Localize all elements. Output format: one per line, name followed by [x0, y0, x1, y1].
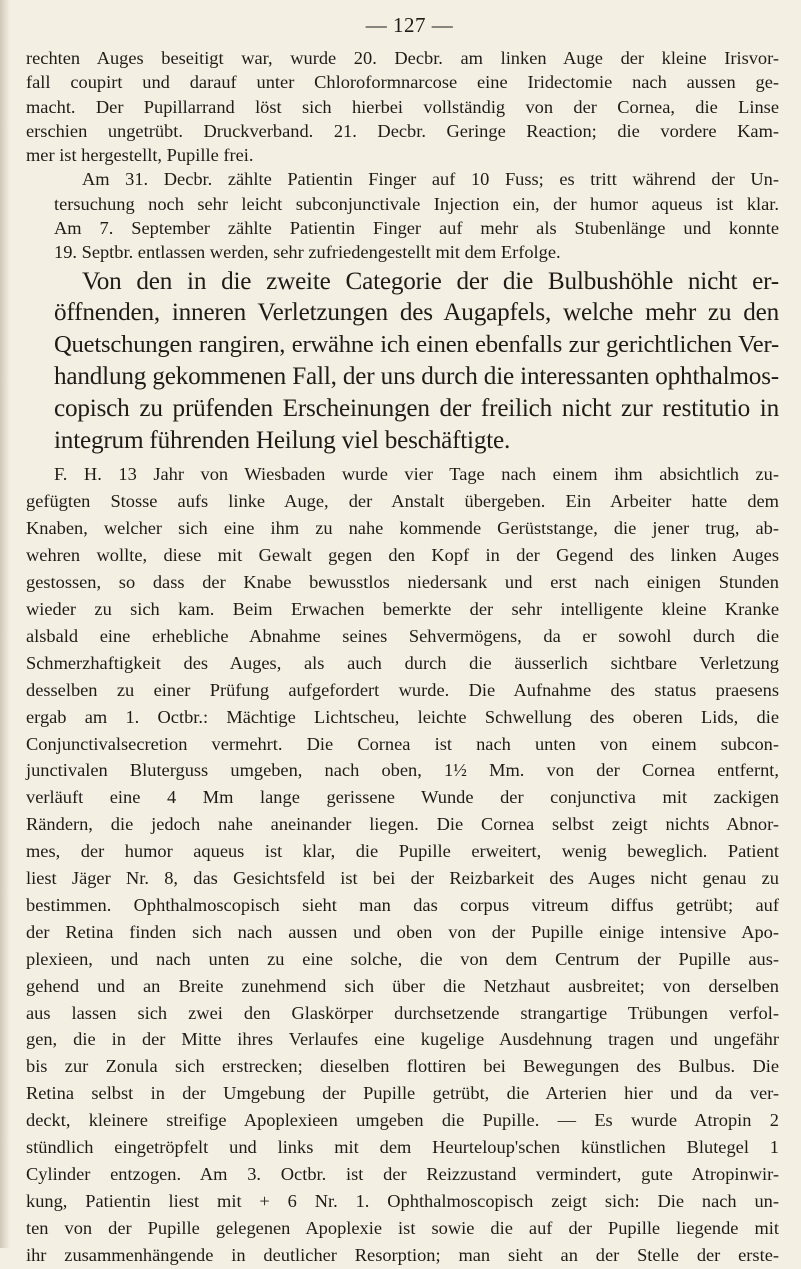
- paragraph-4: [26, 461, 779, 1268]
- text-line: Rändern, die jedoch nahe aneinander liegen. Die Cornea selbst zeigt nichts Abnor-: [26, 814, 779, 835]
- text-line: Am 7. September zählte Patientin Finger auf mehr als Stubenlänge und konnte: [54, 218, 779, 239]
- text-line: 19. Septbr. entlassen werden, sehr zufriedengestellt mit dem Erfolge.: [54, 242, 561, 263]
- text-line: F. H. 13 Jahr von Wiesbaden wurde vier Tage nach einem ihm absichtlich zu-: [54, 464, 779, 485]
- text-line: ihr zusammenhängende in deutlicher Resorption; man sieht an der Stelle der erste-: [26, 1244, 779, 1265]
- text-line: der Retina finden sich nach aussen und oben von der Pupille einige intensive Apo-: [26, 921, 779, 942]
- text-line: alsbald eine erhebliche Abnahme seines Sehvermögens, da er sowohl durch die: [26, 625, 779, 646]
- page-number: — 127 —: [365, 13, 454, 37]
- text-line: öffnenden, inneren Verletzungen des Augapfels, welche mehr zu den: [54, 299, 779, 327]
- text-line: junctivalen Bluterguss umgeben, nach oben, 1½ Mm. von der Cornea entfernt,: [26, 760, 779, 781]
- text-line: ten von der Pupille gelegenen Apoplexie ist sowie die auf der Pupille liegende mit: [26, 1217, 779, 1238]
- text-line: liest Jäger Nr. 8, das Gesichtsfeld ist bei der Reizbarkeit des Auges nicht genau zu: [26, 868, 779, 889]
- page-gutter-shadow: [0, 0, 10, 1248]
- paragraph-1: [26, 46, 779, 167]
- text-line: Cylinder entzogen. Am 3. Octbr. ist der Reizzustand vermindert, gute Atropinwir-: [26, 1164, 779, 1185]
- text-line: tersuchung noch sehr leicht subconjunctivale Injection ein, der humor aqueus ist klar.: [54, 193, 779, 214]
- text-line: rechten Auges beseitigt war, wurde 20. Decbr. am linken Auge der kleine Irisvor-: [26, 48, 779, 68]
- text-line: kung, Patientin liest mit + 6 Nr. 1. Ophthalmoscopisch zeigt sich: Die nach un-: [26, 1190, 779, 1211]
- text-line: erschien ungetrübt. Druckverband. 21. Decbr. Geringe Reaction; die vordere Kam-: [26, 120, 779, 141]
- text-line: Schmerzhaftigkeit des Auges, als auch durch die äusserlich sichtbare Verletzung: [26, 652, 779, 673]
- text-line: gen, die in der Mitte ihres Verlaufes eine kugelige Ausdehnung tragen und ungefähr: [26, 1029, 779, 1050]
- text-line: Quetschungen rangiren, erwähne ich einen ebenfalls zur gerichtlichen Ver-: [54, 331, 779, 359]
- text-line: Retina selbst in der Umgebung der Pupille getrübt, die Arterien hier und da ver-: [26, 1083, 779, 1104]
- text-line: macht. Der Pupillarrand löst sich hierbei vollständig von der Cornea, die Linse: [26, 96, 779, 117]
- text-line: deckt, kleinere streifige Apoplexieen umgeben die Pupille. — Es wurde Atropin 2: [26, 1110, 779, 1131]
- paragraph-2: [26, 167, 779, 264]
- text-line: Conjunctivalsecretion vermehrt. Die Cornea ist nach unten von einem subcon-: [26, 733, 779, 754]
- text-line: mer ist hergestellt, Pupille frei.: [26, 145, 254, 166]
- text-line: ergab am 1. Octbr.: Mächtige Lichtscheu, leichte Schwellung des oberen Lids, die: [26, 706, 779, 727]
- text-line: Knaben, welcher sich eine ihm zu nahe kommende Gerüststange, die jener trug, ab-: [26, 518, 779, 539]
- text-line: bis zur Zonula sich erstrecken; dieselben flottiren bei Bewegungen des Bulbus. Die: [26, 1056, 779, 1077]
- text-line: gefügten Stosse aufs linke Auge, der Anstalt übergeben. Ein Arbeiter hatte dem: [26, 491, 779, 512]
- text-line: bestimmen. Ophthalmoscopisch sieht man das corpus vitreum diffus getrübt; auf: [26, 894, 779, 915]
- text-line: Am 31. Decbr. zählte Patientin Finger auf 10 Fuss; es tritt während der Un-: [82, 169, 779, 190]
- paragraph-3-large-type: [26, 266, 779, 457]
- text-line: mes, der humor aqueus ist klar, die Pupille erweitert, wenig beweglich. Patient: [26, 841, 779, 862]
- text-line: aus lassen sich zwei den Glaskörper durchsetzende strangartige Trübungen verfol-: [26, 1002, 779, 1023]
- text-line: wehren wollte, diese mit Gewalt gegen den Kopf in der Gegend des linken Auges: [26, 545, 779, 566]
- text-line: gestossen, so dass der Knabe bewusstlos niedersank und erst nach einigen Stunden: [26, 572, 779, 593]
- text-line: plexieen, und nach unten zu eine solche, die von dem Centrum der Pupille aus-: [26, 948, 779, 969]
- text-line: wieder zu sich kam. Beim Erwachen bemerkte der sehr intelligente kleine Kranke: [26, 598, 779, 619]
- text-line: stündlich eingetröpfelt und links mit dem Heurteloup'schen künstlichen Blutegel 1: [26, 1137, 779, 1158]
- text-line: gehend und an Breite zunehmend sich über die Netzhaut ausbreitet; von derselben: [26, 975, 779, 996]
- text-line: verläuft eine 4 Mm lange gerissene Wunde der conjunctiva mit zackigen: [26, 787, 779, 808]
- text-line: Von den in die zweite Categorie der die Bulbushöhle nicht er-: [82, 267, 779, 295]
- text-line: desselben zu einer Prüfung aufgefordert wurde. Die Aufnahme des status praesens: [26, 679, 779, 700]
- text-line: integrum führenden Heilung viel beschäftigte.: [54, 426, 511, 454]
- text-line: fall coupirt und darauf unter Chloroformnarcose eine Iridectomie nach aussen ge-: [26, 72, 779, 93]
- text-line: copisch zu prüfenden Erscheinungen der freilich nicht zur restitutio in: [54, 394, 779, 422]
- text-line: handlung gekommenen Fall, der uns durch die interessanten ophthalmos-: [54, 363, 779, 391]
